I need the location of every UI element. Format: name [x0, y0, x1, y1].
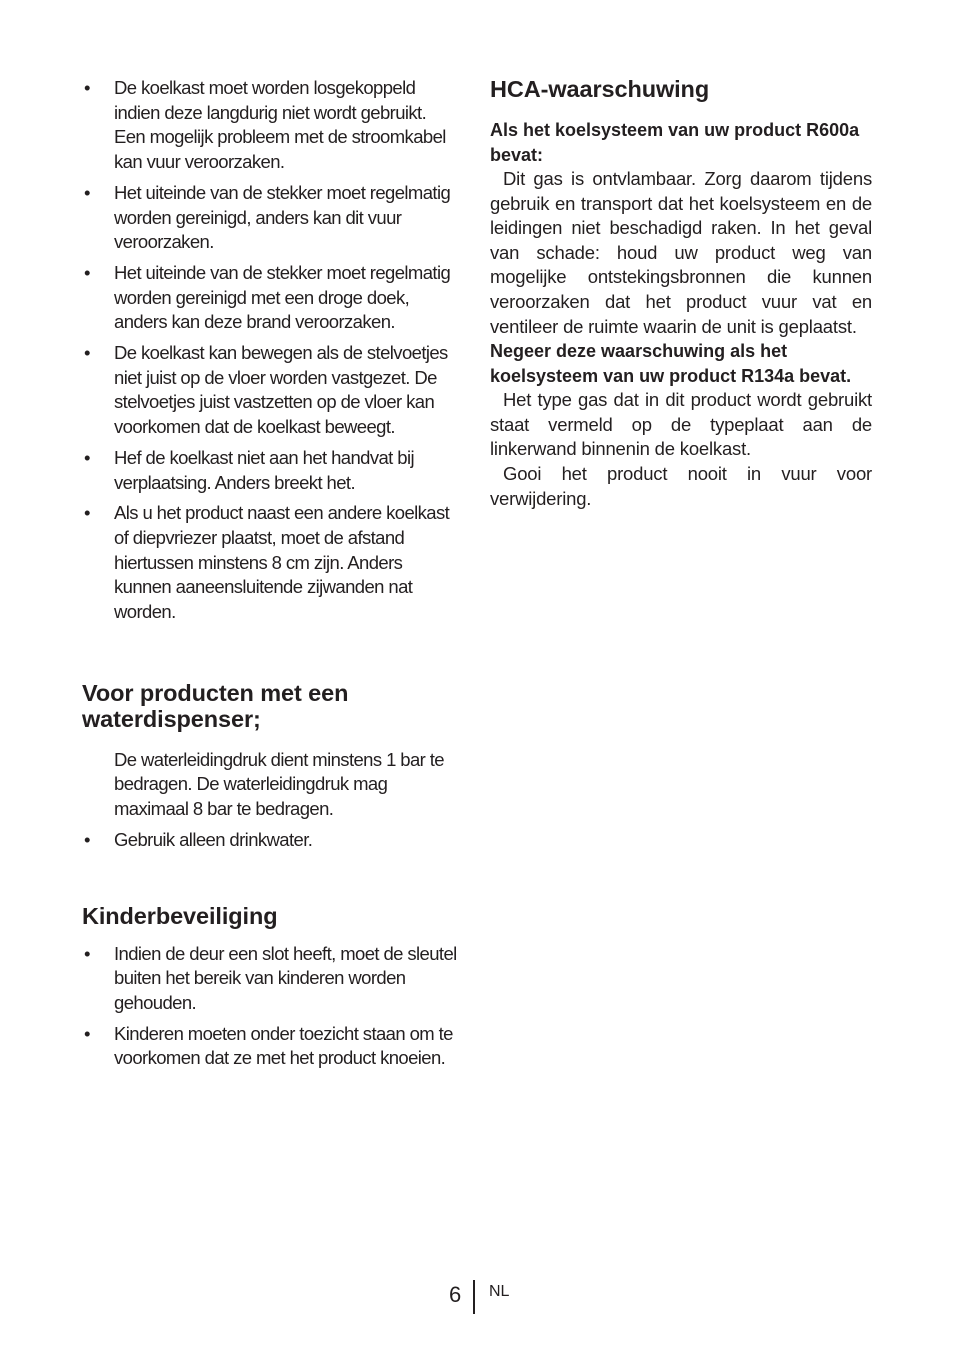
gas-type-paragraph: Het type gas dat in dit product wordt gebruikt staat vermeld op de typeplaat aan de linkerwand binnenin de koelkast.	[490, 389, 872, 460]
bullet-icon: •	[84, 942, 90, 964]
r600a-condition: Als het koelsysteem van uw product R600a bevat:	[490, 120, 860, 165]
disposal-paragraph: Gooi het product nooit in vuur voor verwijdering.	[490, 462, 872, 509]
bullet-icon: •	[84, 1022, 90, 1044]
child-safety-heading: Kinderbeveiliging	[82, 902, 278, 929]
bullet-icon: •	[84, 502, 90, 524]
bullet-icon: •	[84, 261, 90, 283]
r134a-condition: Negeer deze waarschuwing als het koelsysteem van uw product R134a bevat.	[490, 341, 852, 386]
bullet-icon: •	[84, 828, 90, 850]
page-footer	[0, 1280, 954, 1316]
left-column	[82, 76, 458, 1077]
water-pressure-paragraph: De waterleidingdruk dient minstens 1 bar te bedragen. De waterleidingdruk mag maximaal 8 bar te bedragen.	[114, 748, 445, 820]
list-item: • Hef de koelkast niet aan het handvat bij verplaatsing. Anders breekt het.	[84, 446, 414, 493]
water-dispenser-heading: Voor producten met een waterdispenser;	[82, 679, 349, 732]
bullet-icon: •	[84, 342, 90, 364]
flammable-gas-paragraph: Dit gas is ontvlambaar. Zorg daarom tijdens gebruik en transport dat het koelsysteem en de leidingen niet beschadigd raken. In het geval van schade: houd uw product weg van mogelijke ontstekingsbronnen die kunnen veroorzaken dat het product vuur vat en ventileer de ruimte waarin de unit is geplaatst.	[490, 168, 872, 337]
language-code: NL	[489, 1283, 510, 1300]
child-safety-bullet-list	[82, 942, 458, 1072]
footer-divider	[473, 1280, 475, 1314]
list-item: • Het uiteinde van de stekker moet regelmatig worden gereinigd met een droge doek, anders kan deze brand veroorzaken.	[84, 261, 451, 333]
bullet-icon: •	[84, 446, 90, 468]
hca-warning-heading: HCA-waarschuwing	[490, 76, 710, 102]
right-column	[490, 76, 872, 511]
bullet-icon: •	[84, 77, 90, 98]
list-item: • Als u het product naast een andere koelkast of diepvriezer plaatst, moet de afstand hiertussen minstens 8 cm zijn. Anders kunnen aaneensluitende zijwanden nat worden.	[84, 502, 450, 623]
list-item: • Indien de deur een slot heeft, moet de sleutel buiten het bereik van kinderen worden gehouden.	[84, 942, 457, 1013]
safety-bullet-list	[82, 76, 458, 625]
bullet-icon: •	[84, 181, 90, 203]
list-item: • Kinderen moeten onder toezicht staan om te voorkomen dat ze met het product knoeien.	[84, 1022, 453, 1069]
list-item: • Het uiteinde van de stekker moet regelmatig worden gereinigd, anders kan dit vuur veroorzaken.	[84, 181, 451, 253]
list-item: • Gebruik alleen drinkwater.	[82, 828, 458, 853]
page-number: 6	[449, 1282, 462, 1307]
list-item: • De koelkast kan bewegen als de stelvoetjes niet juist op de vloer worden vastgezet. De stelvoetjes juist vastzetten op de vloer kan voorkomen dat de koelkast beweegt.	[84, 342, 448, 438]
water-bullet-list	[82, 828, 458, 853]
list-item: • De koelkast moet worden losgekoppeld indien deze langdurig niet wordt gebruikt. Een mogelijk probleem met de stroomkabel kan vuur veroorzaken.	[84, 77, 446, 173]
